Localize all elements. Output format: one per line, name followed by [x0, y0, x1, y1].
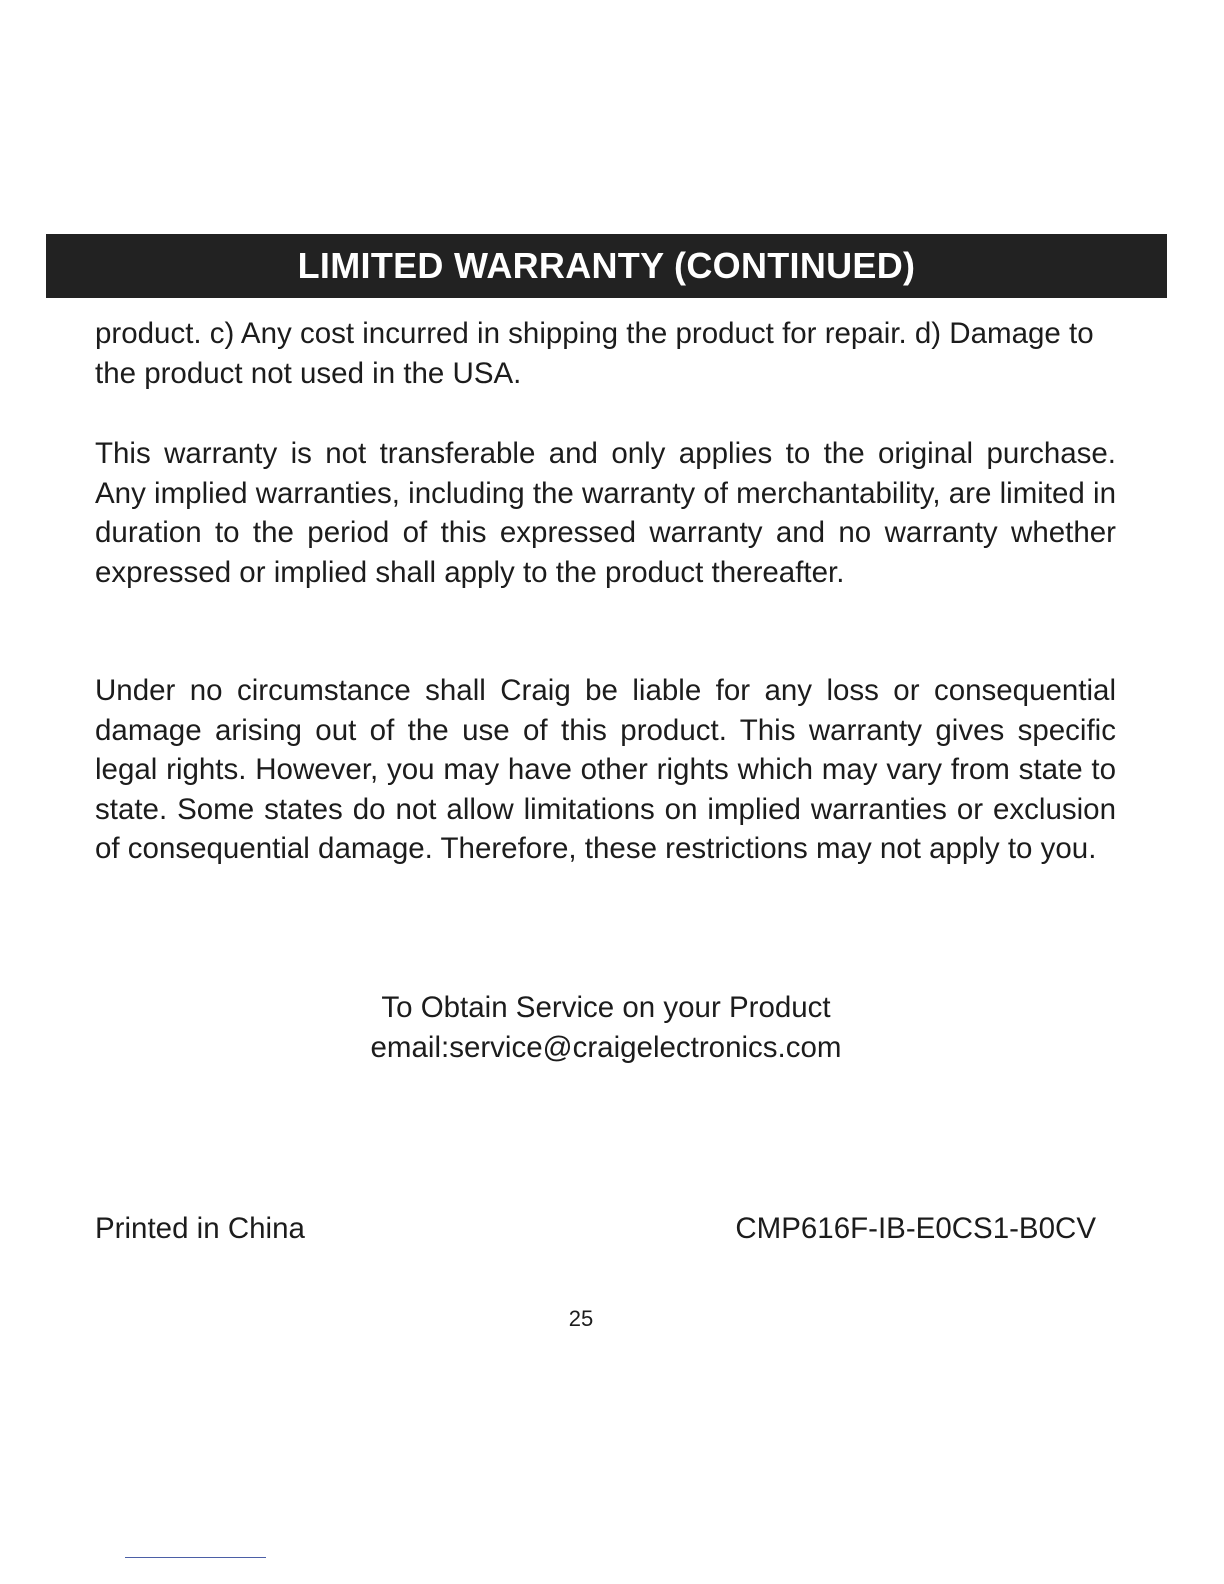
printed-location: Printed in China [95, 1212, 305, 1245]
page-number: 25 [568, 1306, 594, 1331]
paragraph-exclusions: product. c) Any cost incurred in shipping the product for repair. d) Damage to the product not used in the USA. [95, 317, 1094, 390]
section-header [46, 234, 1167, 298]
service-heading: To Obtain Service on your Product [381, 991, 831, 1024]
model-code: CMP616F-IB-E0CS1-B0CV [735, 1212, 1096, 1245]
paragraph-liability: Under no circumstance shall Craig be liable for any loss or consequential damage arising out of the use of this product. This warranty gives specific legal rights. However, you may have other rights which may vary from state to state. Some states do not allow limitations on implied warranties or exclusion of consequential damage. Therefore, these restrictions may not apply to you. [95, 674, 1116, 865]
service-info [0, 988, 1212, 1068]
footer-divider [125, 1557, 266, 1558]
section-title: LIMITED WARRANTY (CONTINUED) [297, 245, 916, 286]
paragraph-transferability: This warranty is not transferable and only applies to the original purchase. Any implied warranties, including the warranty of merchantability, are limited in duration to the period of this expressed warranty and no warranty whether expressed or implied shall apply to the product thereafter. [95, 437, 1116, 589]
service-email: email:service@craigelectronics.com [370, 1031, 842, 1064]
